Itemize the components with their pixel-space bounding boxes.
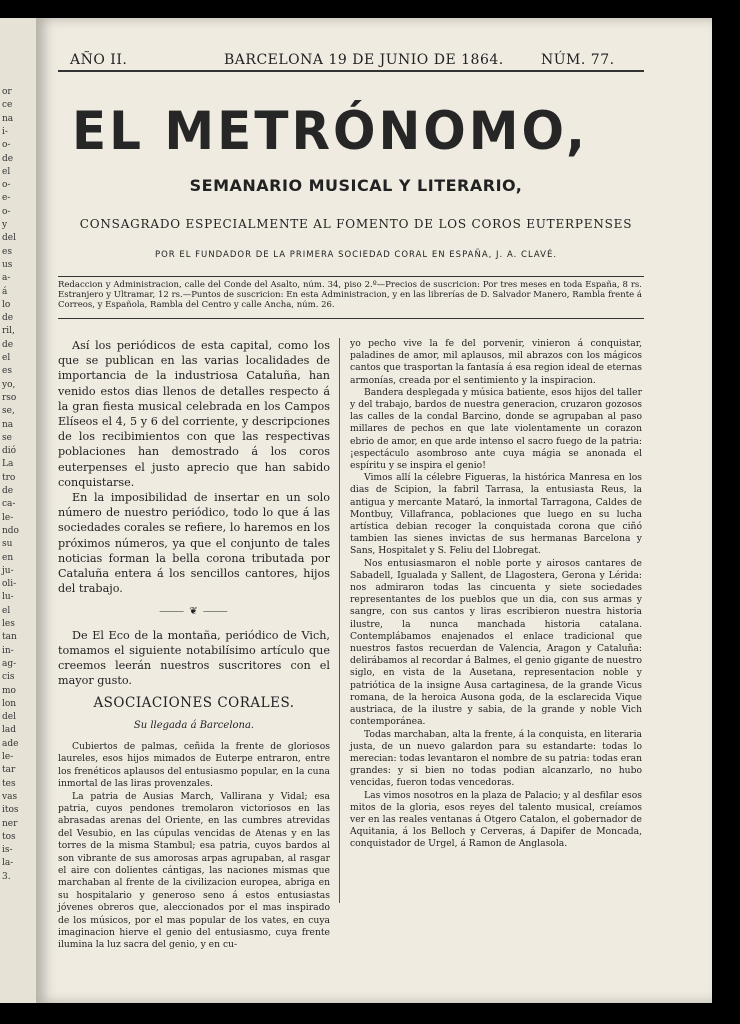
left-page-fragment: de [2, 339, 14, 350]
left-page-fragment: la- [2, 858, 14, 869]
left-page-fragment: lon [2, 698, 17, 709]
left-page-fragment: lu- [2, 592, 14, 603]
section-title: ASOCIACIONES CORALES. [93, 695, 295, 712]
left-page-fragment: en [2, 552, 14, 563]
left-page-fragment: lo [2, 299, 11, 310]
left-page-fragment: á [2, 286, 8, 297]
left-page-fragment: o- [2, 140, 11, 151]
issue-year: AÑO II. [70, 52, 128, 68]
left-page-fragment: yo, [2, 379, 16, 390]
left-page-fragment: ril, [2, 326, 15, 337]
ornament-divider: ⸻ ❦ ⸻ [159, 606, 229, 618]
left-page-fragment: is- [2, 845, 13, 856]
left-page-fragment: o- [2, 180, 11, 191]
left-page-fragment: de [2, 486, 14, 496]
left-page-fragment: na [2, 419, 14, 430]
left-page-fragment: tan [2, 632, 17, 643]
subtitle: SEMANARIO MUSICAL Y LITERARIO, [189, 176, 523, 195]
page-title: EL METRÓNOMO, [72, 100, 588, 162]
paragraph: La patria de Ausias March, Vallirana y Vidal; esa patria, cuyos pendones tremolaron victoriosos en las abrasadas arenas del Oriente, en las cumbres atrevidas del Vesubio, en las cúpulas vencidas de Atenas y en las torres de la misma Stambul; esa patria, cuyos bardos al son vibrante de sus amorosas arpas agrupaban, al rasgar el aire con dolientes cántigas, las naciones mismas que marchaban al frente de la civilizacion europea, abriga en su hospitalario y generoso seno á estos entusiastas jóvenes obreros que, aleccionados por el mas inspirado de los músicos, por el mas popular de los vates, en cuya imaginacion hierve el genio del entusiasmo, cuya frente ilumina la luz sacra del genio, y en cu- [58, 790, 330, 951]
left-page-fragment: i- [2, 126, 8, 137]
left-page-fragment: el [2, 353, 11, 363]
left-page-fragment: y [2, 220, 8, 230]
left-page-fragment: tos [2, 831, 16, 842]
paragraph: Todas marchaban, alta la frente, á la conquista, en literaria justa, de un nuevo galardon para su estandarte: todas lo merecian: todas levantaron el nombre de su patria: todas eran grandes: y si bien no todas podian alcanzarlo, no hubo vencidas, fueron todas vencedoras. [350, 728, 642, 789]
left-page-fragment: le- [2, 512, 14, 523]
left-page-fragment: su [2, 539, 13, 550]
left-page-fragment: La [2, 459, 14, 470]
left-page-fragment: na [2, 113, 14, 124]
left-page-fragment: mo [2, 685, 16, 696]
paragraph: En la imposibilidad de insertar en un solo número de nuestro periódico, todo lo que á las sociedades corales se refiere, lo haremos en los próximos números, ya que el conjunto de tales noticias forman la bella corona tributada por Cataluña entera á los sencillos cantores, hijos del trabajo. [58, 491, 330, 596]
left-page-fragment: ag- [2, 658, 17, 669]
paragraph: Vimos allí la célebre Figueras, la histórica Manresa en los dias de Scipion, la fabril Tarrasa, la entusiasta Reus, la antigua y mercante Mataró, la inmortal Tarragona, Caldes de Montbuy, Villafranca, poblaciones que luego en su lucha artística debian recoger la conquistada corona que ciñó tambien las sienes invictas de sus hermanas Barcelona y Sans, Hospitalet y S. Feliu del Llobregat. [350, 472, 642, 557]
section-subtitle: Su llegada á Barcelona. [133, 719, 255, 731]
issue-number: NÚM. 77. [541, 52, 615, 68]
left-page-fragment: el [2, 605, 11, 616]
paragraph: De El Eco de la montaña, periódico de Vich, tomamos el siguiente notabilísimo artículo que creemos leerán nuestros suscritores con el mayor gusto. [58, 628, 330, 688]
left-page-fragment: itos [2, 805, 19, 816]
left-page-fragment: del [2, 233, 16, 244]
paragraph: Nos entusiasmaron el noble porte y airosos cantares de Sabadell, Igualada y Sallent, de Llagostera, Gerona y Lérida: nos admiraron todas las cincuenta y siete sociedades representantes de los pueblos que un dia, con sus armas y sangre, con sus cantos y liras escribieron nuestra historia ilustre, la nunca manchada historia catalana. Contemplábamos enajenados el enlace tradicional que nuestros fastos recuerdan de Valencia, Aragon y Cataluña: delirábamos al recordar á Balmes, el genio gigante de nuestro siglo, en vista de la Ausetana, representacion noble y patriótica de la insigne Ausa cartaginesa, de la grande Vicus romana, de la heroica Ausona goda, de la esclarecida Vique austriaca, de la ilustre y sabia, de la grande y noble Vich contemporánea. [350, 557, 642, 728]
left-page-fragment: es [2, 246, 12, 257]
left-page-fragment: ju- [2, 565, 14, 576]
left-page-fragment: ndo [2, 525, 19, 536]
right-column [350, 338, 642, 851]
paragraph: yo pecho vive la fe del porvenir, vinieron á conquistar, paladines de amor, mil aplausos, mil abrazos con los mágicos cantos que trasportan la fantasía á esa region ideal de eternas armonías, creada por el sentimiento y la inspiracion. [350, 338, 642, 386]
left-page-fragment: ce [2, 100, 13, 111]
left-page-fragment: dió [2, 446, 17, 457]
left-page-fragment: rso [2, 392, 17, 403]
left-page-fragment: le- [2, 752, 14, 762]
left-page-fragment: ner [2, 818, 18, 829]
left-column [58, 338, 330, 952]
issue-date: BARCELONA 19 DE JUNIO DE 1864. [224, 52, 504, 68]
left-page-fragment: cis [2, 672, 15, 683]
left-page-fragment: tar [2, 765, 16, 776]
left-page-fragment: 3. [2, 871, 11, 882]
left-page-fragment: es [2, 366, 12, 377]
left-page-fragment: del [2, 712, 16, 723]
left-page-fragment: vas [2, 791, 18, 802]
paragraph: Las vimos nosotros en la plaza de Palacio; y al desfilar esos mitos de la gloria, esos reyes del talento musical, creíamos ver en las reales ventanas á Otgero Catalon, el gobernador de Aquitania, á los Belloch y Cerveras, á Dapifer de Moncada, conquistador de Urgel, á Ramon de Anglasola. [350, 789, 642, 850]
paragraph: Bandera desplegada y música batiente, esos hijos del taller y del trabajo, bardos de nuestra generacion, cruzaron gozosos las calles de la condal Barcino, donde se agrupaban al paso millares de pechos en que late violentamente un corazon ebrio de amor, en que arde intenso el sacro fuego de la patria: ¡espectáculo asombroso ante cuya mágia se anonada el espíritu y se inspira el genio! [350, 386, 642, 472]
newspaper-page [36, 18, 712, 1003]
left-page-fragment: tes [2, 778, 16, 789]
paragraph: Cubiertos de palmas, ceñida la frente de gloriosos laureles, esos hijos mimados de Euterpe entraron, entre los frenéticos aplausos del entusiasmo popular, en la cuna inmortal de las liras provenzales. [58, 740, 330, 790]
left-page-fragment: o- [2, 206, 11, 217]
left-page-fragment: de [2, 153, 14, 164]
admin-rule-bottom [58, 318, 644, 319]
left-page-fragment: lad [2, 725, 17, 736]
founder-line: POR EL FUNDADOR DE LA PRIMERA SOCIEDAD CORAL EN ESPAÑA, J. A. CLAVÉ. [154, 250, 558, 260]
left-page-fragment: de [2, 313, 14, 324]
left-page-fragment: ca- [2, 499, 16, 510]
paragraph: Así los periódicos de esta capital, como los que se publican en las varias localidades de importancia de la industriosa Cataluña, han venido estos dias llenos de detalles respecto á la gran fiesta musical celebrada en los Campos Elíseos el 4, 5 y 6 del corriente, y descripciones de los recibimientos con que las respectivas poblaciones han demostrado á los coros euterpenses el justo aprecio que han sabido conquistarse. [58, 339, 330, 489]
left-page-fragment: el [2, 166, 11, 177]
left-page-fragment: us [2, 259, 13, 270]
left-page-fragment: oli- [2, 579, 17, 590]
left-page-fragment: ade [2, 738, 19, 749]
left-page-fragment: se, [2, 406, 15, 417]
adjacent-page-edge [0, 18, 37, 1003]
column-divider [339, 338, 340, 903]
left-page-fragment: a- [2, 273, 11, 284]
left-page-fragment: in- [2, 645, 14, 656]
left-page-fragment: tro [2, 472, 16, 483]
dedication-line: CONSAGRADO ESPECIALMENTE AL FOMENTO DE LOS COROS EUTERPENSES [79, 217, 633, 231]
left-page-fragment: les [2, 619, 15, 629]
left-page-fragment: or [2, 87, 12, 97]
header-rule [58, 70, 644, 72]
admin-rule-top [58, 276, 644, 277]
left-page-fragment: e- [2, 193, 11, 204]
left-page-fragment: se [2, 432, 12, 443]
subscription-info: Redaccion y Administracion, calle del Conde del Asalto, núm. 34, piso 2.º—Precios de suscricion: Por tres meses en toda España, 8 rs. Estranjero y Ultramar, 12 rs.—Puntos de suscricion: En esta Administracion, y en las librerías de D. Salvador Manero, Rambla frente á Correos, y Española, Rambla del Centro y calle Ancha, núm. 26. [58, 280, 642, 310]
